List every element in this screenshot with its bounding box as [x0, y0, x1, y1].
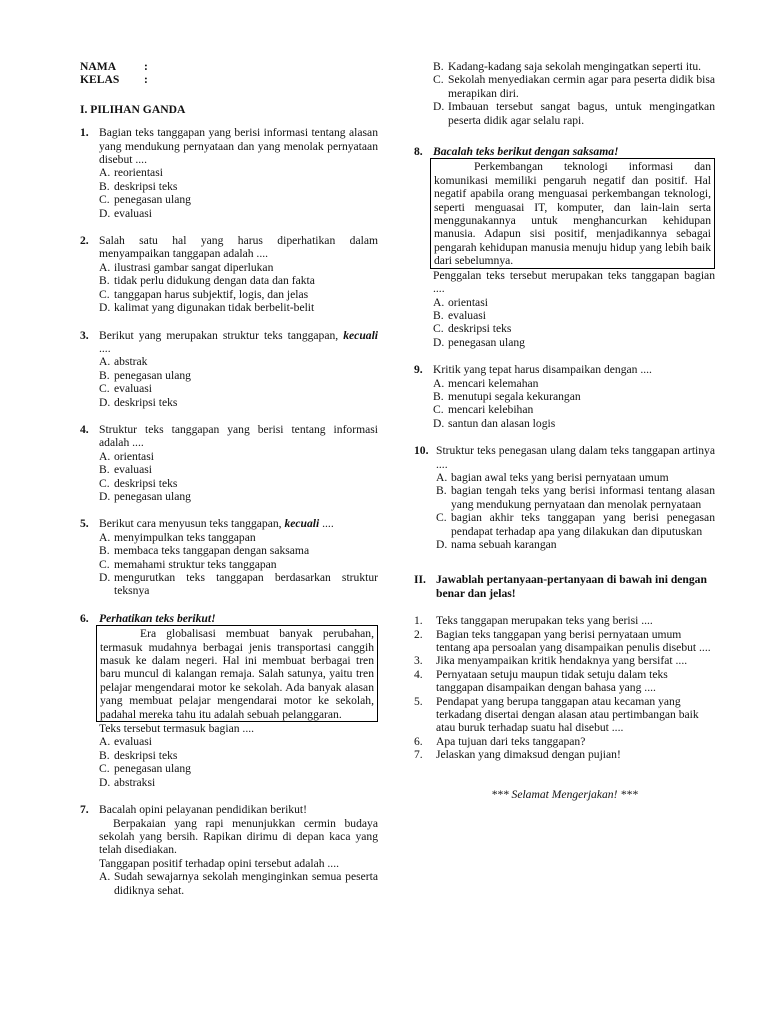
option-a: A. ilustrasi gambar sangat diperlukan	[99, 260, 274, 274]
option-a: A. abstrak	[99, 355, 148, 369]
question-number: 10.	[414, 444, 429, 458]
option-b: B. Kadang-kadang saja sekolah mengingatkan seperti itu.	[433, 60, 702, 73]
option-a: A. mencari kelemahan	[433, 376, 539, 390]
question-3	[80, 329, 378, 409]
option-d: D. Imbauan tersebut sangat bagus, untuk mengingatkan peserta didik agar selalu rapi.	[433, 100, 715, 127]
option-c: C. penegasan ulang	[99, 193, 191, 207]
question-stem: Berikut cara menyusun teks tanggapan, kecuali ....	[99, 517, 334, 531]
question-number: 9.	[414, 363, 423, 377]
class-colon: :	[144, 73, 148, 87]
option-d: D. abstraksi	[99, 775, 156, 789]
essay-item-2: 2. Bagian teks tanggapan yang berisi pernyataan umum tentang apa persoalan yang disampaikan penulis disebut ....	[414, 627, 711, 655]
question-stem: Teks tersebut termasuk bagian ....	[99, 722, 255, 736]
option-c: C. deskripsi teks	[433, 322, 512, 336]
section1-title: I. PILIHAN GANDA	[80, 102, 186, 116]
question-9	[414, 363, 715, 430]
question-number: 4.	[80, 422, 89, 436]
name-row	[80, 60, 378, 73]
option-b: B. bagian tengah teks yang berisi informasi tentang alasan yang mendukung pernyataan dan menolak pernyataan	[436, 484, 715, 511]
option-c: C. Sekolah menyediakan cermin agar para peserta didik bisa merapikan diri.	[433, 73, 715, 100]
option-a: A. orientasi	[99, 449, 154, 463]
option-b: B. evaluasi	[99, 463, 152, 477]
option-d: D. nama sebuah karangan	[436, 538, 557, 551]
class-label: KELAS	[80, 73, 120, 87]
essay-item-3: 3. Jika menyampaikan kritik hendaknya yang bersifat ....	[414, 654, 688, 668]
emphasis-kecuali: kecuali	[343, 328, 379, 342]
option-d: D. penegasan ulang	[99, 489, 191, 503]
option-d: D. evaluasi	[99, 206, 152, 220]
option-b: B. penegasan ulang	[99, 368, 191, 382]
question-4	[80, 423, 378, 503]
question-number: 2.	[80, 234, 89, 248]
question-number: 7.	[80, 803, 89, 817]
passage-box: Era globalisasi membuat banyak perubahan, termasuk mudahnya berbagai jenis transportasi canggih masuk ke dalam negeri. Hal ini membuat berbagai tren baru muncul di kalangan remaja. Salah satunya, yaitu tren pelajar mengendarai motor ke sekolah. Ada banyak alasan yang membuat pelajar mengendarai motor ke sekolah, padahal mereka tahu itu adalah sebuah pelanggaran.	[96, 625, 378, 722]
option-c: C. memahami struktur teks tanggapan	[99, 557, 277, 571]
question-number: 5.	[80, 517, 89, 531]
essay-item-6: 6. Apa tujuan dari teks tanggapan?	[414, 734, 586, 748]
option-d: D. penegasan ulang	[433, 335, 525, 349]
option-b: B. evaluasi	[433, 308, 486, 322]
question-8	[414, 145, 715, 349]
option-c: C. evaluasi	[99, 382, 152, 396]
option-a: A. evaluasi	[99, 735, 152, 749]
essay-item-7: 7. Jelaskan yang dimaksud dengan pujian!	[414, 748, 621, 762]
emphasis-kecuali: kecuali	[284, 517, 320, 531]
option-a: A. bagian awal teks yang berisi pernyataan umum	[436, 470, 669, 484]
question-stem-2: Tanggapan positif terhadap opini tersebut adalah ....	[99, 856, 340, 870]
section2-heading	[414, 573, 715, 600]
option-a: A. menyimpulkan teks tanggapan	[99, 530, 256, 544]
option-c: C. mencari kelebihan	[433, 403, 534, 417]
section2-number: II.	[414, 573, 426, 587]
essay-item-1: 1. Teks tanggapan merupakan teks yang berisi ....	[414, 614, 653, 628]
question-10	[414, 444, 715, 551]
question-stem: Penggalan teks tersebut merupakan teks tanggapan bagian ....	[433, 268, 715, 296]
question-number: 1.	[80, 126, 89, 140]
question-5	[80, 517, 378, 597]
option-c: C. deskripsi teks	[99, 476, 178, 490]
option-a: A. reorientasi	[99, 166, 163, 180]
question-stem: Bacalah opini pelayanan pendidikan berikut!	[99, 803, 307, 817]
question-2	[80, 234, 378, 314]
question-number: 6.	[80, 611, 89, 625]
question-instruction: Perhatikan teks berikut!	[99, 611, 216, 625]
option-b: B. deskripsi teks	[99, 179, 178, 193]
option-c: C. bagian akhir teks tanggapan yang berisi penegasan pendapat terhadap apa yang dilakukan dan diputuskan	[436, 511, 715, 538]
option-c: C. penegasan ulang	[99, 762, 191, 776]
question-7	[80, 803, 378, 897]
left-column	[80, 60, 378, 911]
option-b: B. menutupi segala kekurangan	[433, 389, 581, 403]
essay-list	[414, 614, 715, 761]
question-stem: Struktur teks tanggapan yang berisi tentang informasi adalah ....	[99, 422, 378, 450]
option-d: D. santun dan alasan logis	[433, 416, 556, 430]
option-d: D. deskripsi teks	[99, 395, 178, 409]
option-c: C. tanggapan harus subjektif, logis, dan jelas	[99, 287, 309, 301]
question-1	[80, 126, 378, 220]
essay-item-5: 5. Pendapat yang berupa tanggapan atau kecaman yang terkadang disertai dengan alasan atau pertimbangan baik atau buruk terhadap suatu hal disebut ....	[414, 694, 699, 735]
name-label: NAMA	[80, 60, 117, 73]
question-stem: Bagian teks tanggapan yang berisi informasi tentang alasan yang mendukung pernyataan dan yang menolak pernyataan disebut ....	[99, 126, 378, 167]
passage-box: Perkembangan teknologi informasi dan komunikasi memiliki pengaruh negatif dan positif. Hal negatif apabila orang menguasai perkembangan teknologi, seperti menguasai IT, komputer, dan lain-lain serta menggunakannya untuk menghancurkan kehidupan manusia. Adapun sisi positif, menjadikannya sebagai pengarah kehidupan manusia menuju hidup yang lebih baik dari sebelumnya.	[430, 158, 715, 268]
question-number: 8.	[414, 145, 423, 159]
option-d: D. mengurutkan teks tanggapan berdasarkan struktur teksnya	[99, 571, 378, 598]
option-b: B. tidak perlu didukung dengan data dan fakta	[99, 274, 315, 288]
option-b: B. deskripsi teks	[99, 748, 178, 762]
option-a: A. orientasi	[433, 295, 488, 309]
question-stem: Struktur teks penegasan ulang dalam teks tanggapan artinya ....	[436, 444, 715, 471]
option-a: A. Sudah sewajarnya sekolah menginginkan semua peserta didiknya sehat.	[99, 870, 378, 897]
opinion-quote: Berpakaian yang rapi menunjukkan cermin budaya sekolah yang bersih. Rapikan dirimu di depan kaca yang telah disediakan.	[99, 816, 378, 857]
question-stem: Berikut yang merupakan struktur teks tanggapan, kecuali ....	[99, 328, 379, 355]
class-row	[80, 73, 378, 86]
question-6	[80, 612, 378, 789]
name-colon: :	[144, 60, 148, 73]
option-d: D. kalimat yang digunakan tidak berbelit-belit	[99, 301, 315, 315]
question-number: 3.	[80, 328, 89, 342]
question-instruction: Bacalah teks berikut dengan saksama!	[433, 145, 619, 159]
closing-message: *** Selamat Mengerjakan! ***	[491, 787, 638, 801]
section2-title: Jawablah pertanyaan-pertanyaan di bawah ini dengan benar dan jelas!	[436, 573, 707, 600]
option-b: B. membaca teks tanggapan dengan saksama	[99, 544, 310, 558]
right-column	[414, 60, 715, 801]
question-7-continued	[414, 60, 715, 127]
question-stem: Kritik yang tepat harus disampaikan dengan ....	[433, 363, 652, 377]
question-stem: Salah satu hal yang harus diperhatikan dalam menyampaikan tanggapan adalah ....	[99, 234, 378, 261]
essay-item-4: 4. Pernyataan setuju maupun tidak setuju dalam teks tanggapan disampaikan dengan bahasa yang ....	[414, 667, 668, 695]
